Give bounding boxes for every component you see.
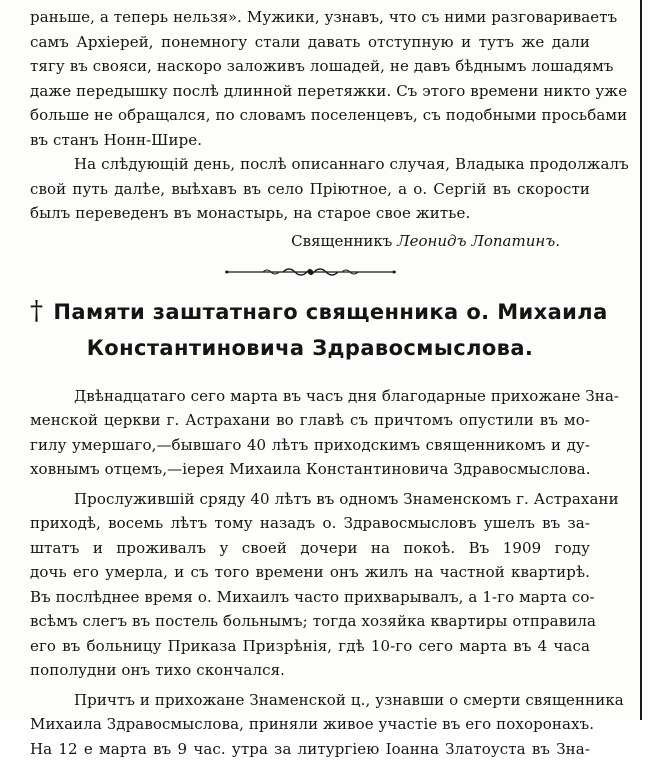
paragraph-service xyxy=(30,487,590,683)
text-line: гилу умершаго,—бывшаго 40 лѣтъ приходскимъ священникомъ и ду- xyxy=(30,433,590,458)
text-line: приходѣ, восемь лѣтъ тому назадъ о. Здравосмысловъ ушелъ въ за- xyxy=(30,511,590,536)
text-line: больше не обращался, по словамъ поселенцевъ, съ подобными просьбами xyxy=(30,103,590,128)
heading-text-1: Памяти заштатнаго священника о. Михаила xyxy=(53,300,607,324)
text-line: былъ переведенъ въ монастырь, на старое свое житье. xyxy=(30,201,590,226)
text-line: даже передышку послѣ длинной перетяжки. Съ этого времени никто уже xyxy=(30,79,590,104)
ornament-divider-icon xyxy=(223,265,398,279)
text-line: пополудни онъ тихо скончался. xyxy=(30,658,590,683)
text-line: ховнымъ отцемъ,—iерея Михаила Константиновича Здравосмыслова. xyxy=(30,457,590,482)
text-line: Двѣнадцатаго сего марта въ часъ дня благодарные прихожане Зна- xyxy=(30,384,590,409)
heading-line-1 xyxy=(30,293,590,330)
text-line: самъ Архіерей, понемногу стали давать отступную и тутъ же дали xyxy=(30,30,590,55)
paragraph-funeral xyxy=(30,688,590,761)
text-line: штатъ и проживалъ у своей дочери на покоѣ. Въ 1909 году xyxy=(30,536,590,561)
text-line: раньше, а теперь нельзя». Мужики, узнавъ, что съ ними разговариваетъ xyxy=(30,5,590,30)
signature-name: Леонидъ Лопатинъ. xyxy=(397,232,560,250)
text-line: тягу въ свояси, наскоро заложивъ лошадей, не давъ бѣднымъ лошадямъ xyxy=(30,54,590,79)
text-line: Въ послѣднее время о. Михаилъ часто прихварывалъ, а 1-го марта со- xyxy=(30,585,590,610)
signature-prefix: Священникъ xyxy=(291,232,392,250)
page-edge xyxy=(640,0,642,720)
text-line: На слѣдующій день, послѣ описаннаго случая, Владыка продолжалъ xyxy=(30,152,590,177)
text-line: Михаила Здравосмыслова, приняли живое участіе въ его похоронахъ. xyxy=(30,712,590,737)
text-line: На 12 е марта въ 9 час. утра за литургіею Іоанна Златоуста въ Зна- xyxy=(30,737,590,761)
cross-icon: † xyxy=(30,296,43,326)
paragraph-burial xyxy=(30,384,590,482)
paragraph-next-day xyxy=(30,152,590,226)
text-line: дочь его умерла, и съ того времени онъ жилъ на частной квартирѣ. xyxy=(30,560,590,585)
author-signature xyxy=(30,229,590,253)
heading-line-2: Константиновича Здравосмыслова. xyxy=(30,330,590,366)
text-line: его въ больницу Приказа Призрѣнія, гдѣ 10-го сего марта въ 4 часа xyxy=(30,634,590,659)
paragraph-continuation xyxy=(30,5,590,152)
text-line: Причтъ и прихожане Знаменской ц., узнавши о смерти священника xyxy=(30,688,590,713)
text-line: свой путь далѣе, выѣхавъ въ село Пріютное, а о. Сергій въ скорости xyxy=(30,177,590,202)
text-line: въ станъ Нонн-Шире. xyxy=(30,128,590,153)
text-line: Прослужившій сряду 40 лѣтъ въ одномъ Знаменскомъ г. Астрахани xyxy=(30,487,590,512)
obituary-heading xyxy=(30,293,590,366)
text-line: всѣмъ слегъ въ постель больнымъ; тогда хозяйка квартиры отправила xyxy=(30,609,590,634)
text-line: менской церкви г. Астрахани во главѣ съ причтомъ опустили въ мо- xyxy=(30,408,590,433)
page-content xyxy=(30,5,590,761)
